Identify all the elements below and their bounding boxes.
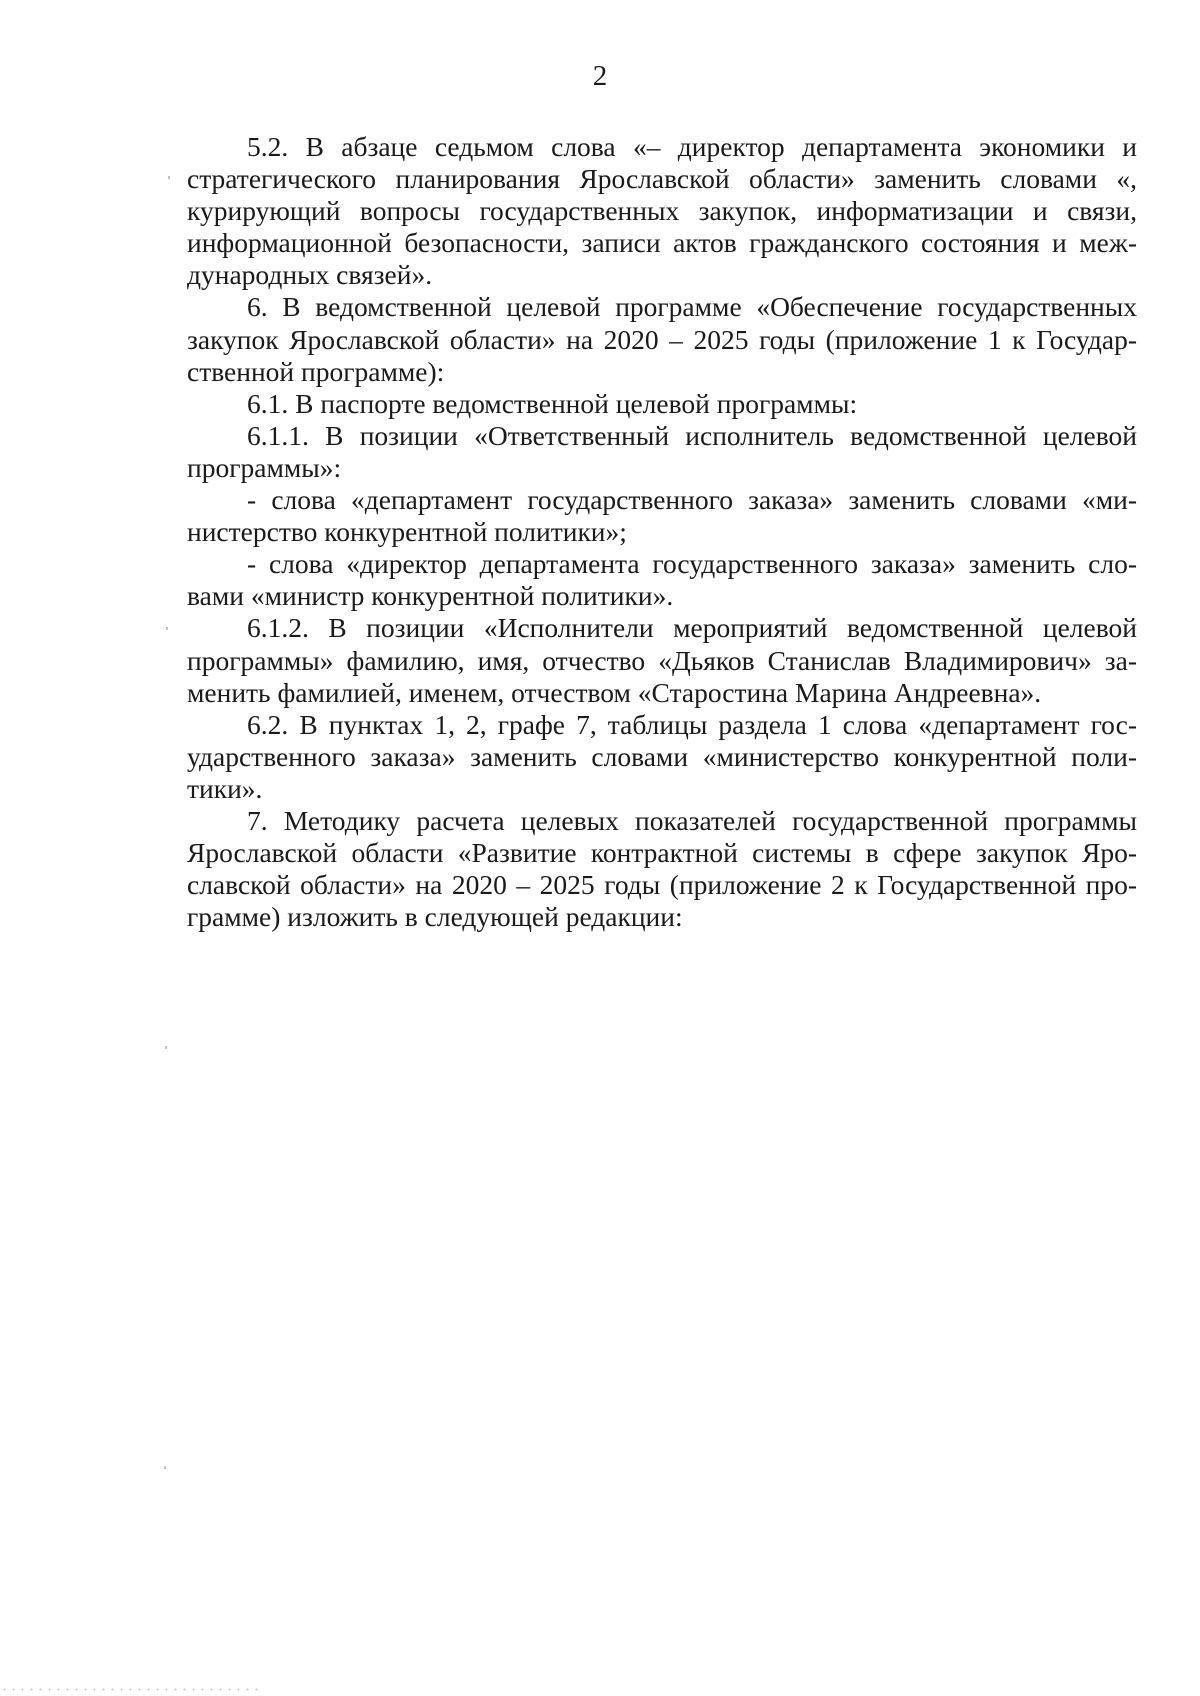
page-number: 2 [592,60,608,92]
paragraph-6: 6. В ведомственной целевой программе «Обеспечение государственных закупок Ярославской области» на 2020 – 2025 годы (приложение 1 к Государственной программе): [187,291,1137,387]
paragraph-6-1: 6.1. В паспорте ведомственной целевой программы: [247,387,858,419]
paragraph-6-1-1-item-2: - слова «директор департамента государственного заказа» заменить словами «министр конкурентной политики». [187,548,1137,612]
document-body [187,131,1137,933]
scan-artifact [166,627,168,630]
paragraph-6-2: 6.2. В пунктах 1, 2, графе 7, таблицы раздела 1 слова «департамент государственного заказа» заменить словами «министерство конкурентной политики». [187,708,1137,804]
scan-artifact [168,176,170,179]
scan-artifact [164,1466,166,1469]
scan-artifact [165,1046,167,1049]
scan-artifact [0,1688,260,1691]
paragraph-5-2: 5.2. В абзаце седьмом слова «– директор департамента экономики и стратегического планирования Ярославской области» заменить словами «, курирующий вопросы государственных закупок, информатизации и связи, информационной безопасности, записи актов гражданского состояния и международных связей». [187,131,1137,291]
paragraph-6-1-1-item-1: - слова «департамент государственного заказа» заменить словами «министерство конкурентной политики»; [187,484,1137,548]
paragraph-7: 7. Методику расчета целевых показателей государственной программы Ярославской области «Развитие контрактной системы в сфере закупок Ярославской области» на 2020 – 2025 годы (приложение 2 к Государственной программе) изложить в следующей редакции: [187,804,1137,933]
paragraph-6-1-1: 6.1.1. В позиции «Ответственный исполнитель ведомственной целевой программы»: [187,419,1137,483]
paragraph-6-1-2: 6.1.2. В позиции «Исполнители мероприятий ведомственной целевой программы» фамилию, имя, отчество «Дьяков Станислав Владимирович» заменить фамилией, именем, отчеством «Старостина Марина Андреевна». [187,612,1137,708]
